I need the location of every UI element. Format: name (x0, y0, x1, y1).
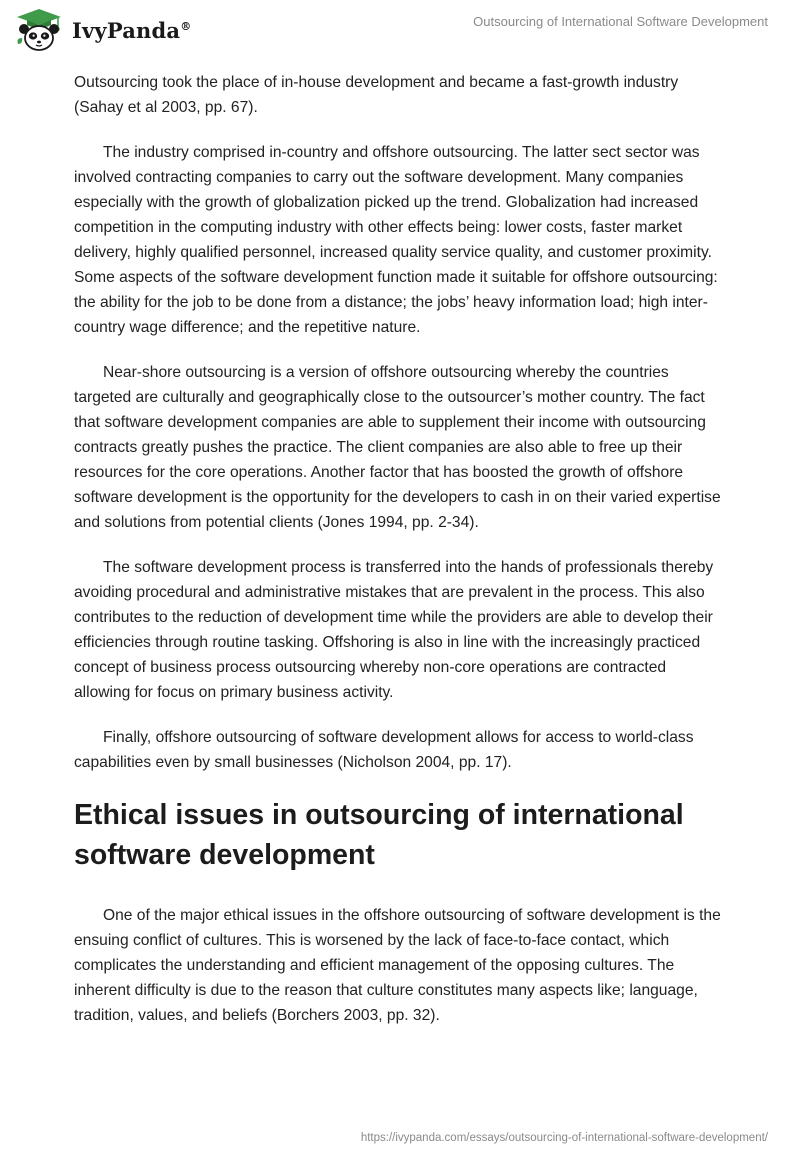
paragraph: Near-shore outsourcing is a version of offshore outsourcing whereby the countries targeted are culturally and geographically close to the outsourcer’s mother country. The fact that software development companies are able to supplement their income with outsourcing contracts greatly pushes the practice. The client companies are also able to free up their resources for the core operations. Another factor that has boosted the growth of offshore software development is the opportunity for the developers to cash in on their varied expertise and solutions from potential clients (Jones 1994, pp. 2-34). (74, 364, 721, 531)
document-title: Outsourcing of International Software Development (473, 14, 768, 29)
page-header (0, 0, 800, 60)
paragraph: Outsourcing took the place of in-house development and became a fast-growth industry (Sahay et al 2003, pp. 67). (74, 74, 679, 116)
paragraph: One of the major ethical issues in the offshore outsourcing of software development is the ensuing conflict of cultures. This is worsened by the lack of face-to-face contact, which complicates the understanding and efficient management of the opposing cultures. The inherent difficulty is due to the reason that culture constitutes many aspects like; language, tradition, values, and beliefs (Borchers 2003, pp. 32). (74, 907, 721, 1024)
paragraph: The software development process is transferred into the hands of professionals thereby avoiding procedural and administrative mistakes that are prevalent in the process. This also contributes to the reduction of development time while the providers are able to develop their efficiencies through routine tasking. Offshoring is also in line with the increasingly practiced concept of business process outsourcing whereby non-core operations are contracted allowing for focus on primary business activity. (74, 559, 714, 701)
paragraph: Finally, offshore outsourcing of software development allows for access to world-class capabilities even by small businesses (Nicholson 2004, pp. 17). (74, 729, 694, 771)
section-heading: Ethical issues in outsourcing of international software development (74, 799, 684, 871)
brand-name: IvyPanda® (72, 17, 192, 43)
paragraph: The industry comprised in-country and offshore outsourcing. The latter sect sector was involved contracting companies to carry out the software development. Many companies especially with the growth of globalization picked up the trend. Globalization had increased competition in the computing industry with other effects being: lower costs, faster market delivery, highly qualified personnel, increased quality service quality, and customer proximity. Some aspects of the software development function made it suitable for offshore outsourcing: the ability for the job to be done from a distance; the jobs’ heavy information load; high inter-country wage difference; and the repetitive nature. (74, 144, 718, 336)
source-url[interactable]: https://ivypanda.com/essays/outsourcing-of-international-software-development/ (360, 1132, 768, 1144)
panda-logo-icon (14, 8, 64, 52)
essay-content (74, 70, 726, 1048)
brand-logo[interactable] (14, 8, 191, 52)
